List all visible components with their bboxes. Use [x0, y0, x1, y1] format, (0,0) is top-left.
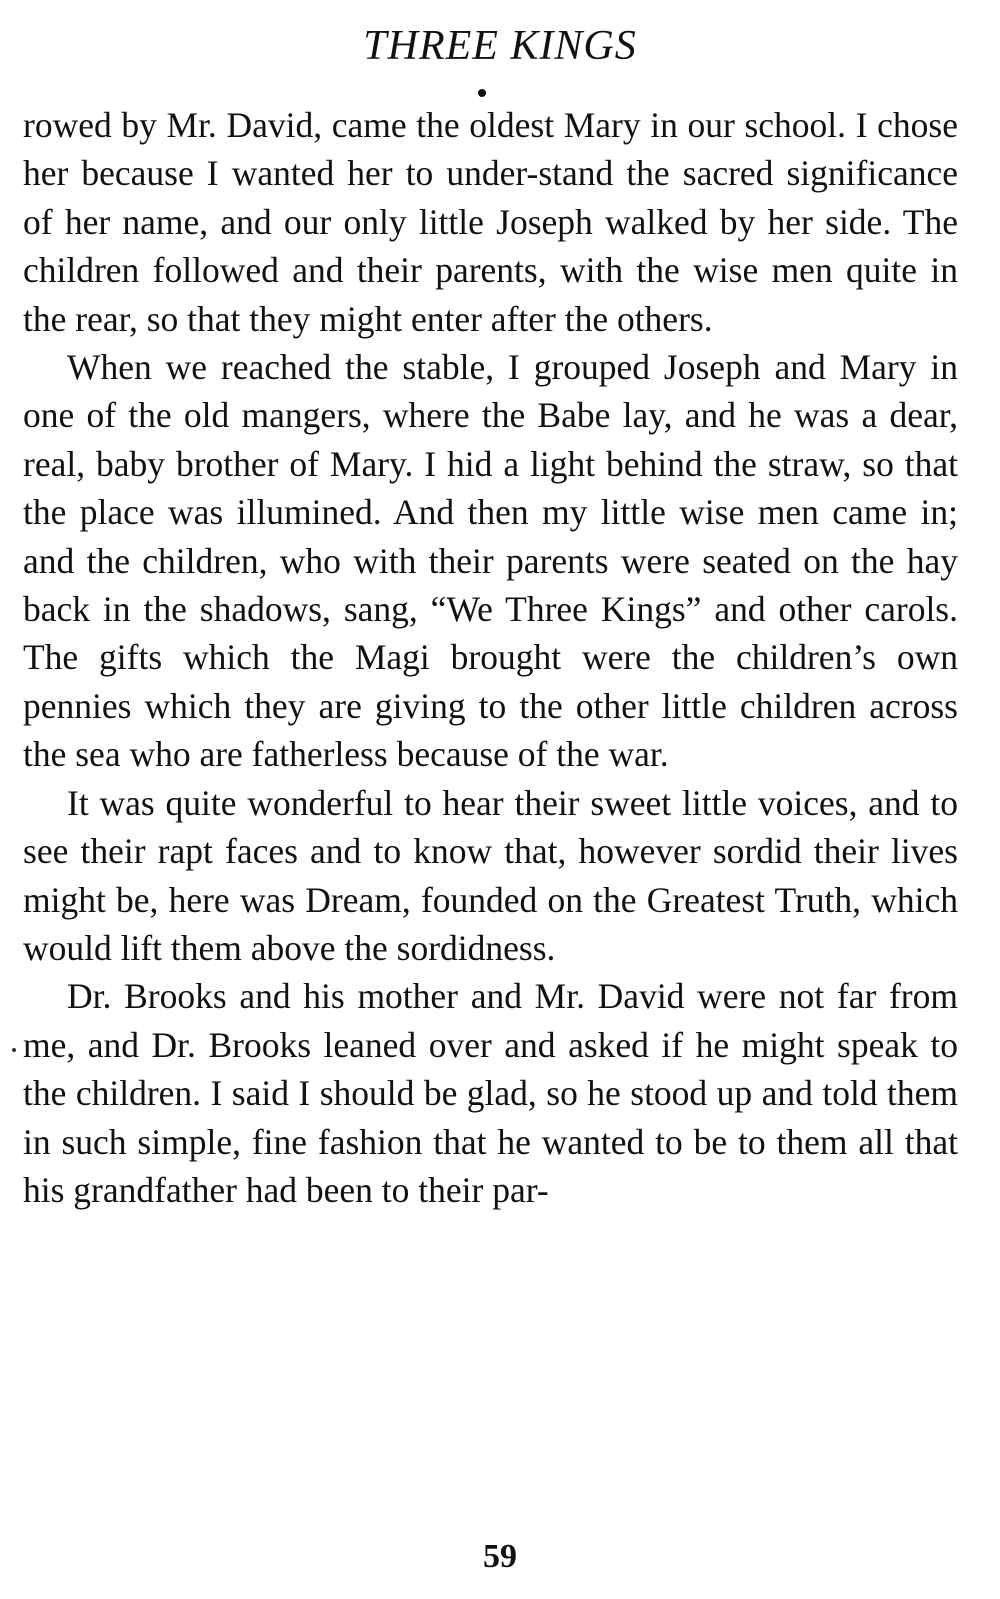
- paragraph-stable-scene: When we reached the stable, I grouped Joseph and Mary in one of the old mangers, where the Babe lay, and he was a dear, real, baby brother of Mary. I hid a light behind the straw, so that the place was illumined. And then my little wise men came in; and the children, who with their parents were seated on the hay back in the shadows, sang, “We Three Kings” and other carols. The gifts which the Magi brought were the children’s own pennies which they are giving to the other little children across the sea who are fatherless because of the war.: [23, 347, 958, 775]
- body-text: [23, 101, 958, 1214]
- running-head: THREE KINGS: [363, 23, 637, 69]
- page-number: 59: [483, 1538, 517, 1575]
- paragraph-dr-brooks: Dr. Brooks and his mother and Mr. David were not far from me, and Dr. Brooks leaned over and asked if he might speak to the children. I said I should be glad, so he stood up and told them in such simple, fine fashion that he wanted to be to them all that his grandfather had been to their par-: [23, 976, 958, 1210]
- ornament-dot: [478, 89, 486, 97]
- paragraph-continued: rowed by Mr. David, came the oldest Mary in our school. I chose her because I wanted her to under-stand the sacred significance of her name, and our only little Joseph walked by her side. The children followed and their parents, with the wise men quite in the rear, so that they might enter after the others.: [23, 105, 958, 339]
- margin-speck: [12, 1048, 16, 1052]
- paragraph-children-voices: It was quite wonderful to hear their sweet little voices, and to see their rapt faces and to know that, however sordid their lives might be, here was Dream, founded on the Greatest Truth, which would lift them above the sordidness.: [23, 782, 958, 968]
